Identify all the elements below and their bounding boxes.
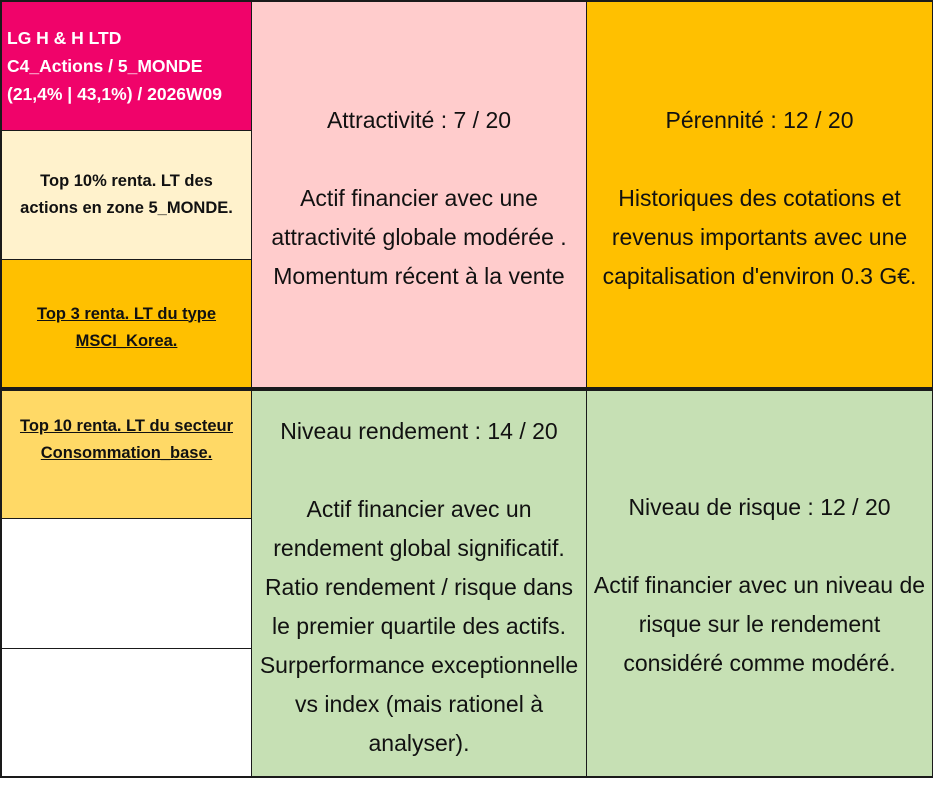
risque-text-line: Actif financier avec un niveau de [593, 572, 926, 598]
attractivite-text-line: Momentum récent à la vente [273, 263, 565, 289]
risque-cell [587, 391, 932, 776]
top3-type-badge[interactable] [2, 260, 251, 387]
rendement-title: Niveau rendement : 14 / 20 [280, 418, 558, 444]
top10-zone-line1: Top 10% renta. LT des [40, 172, 213, 190]
asset-header-cell [2, 2, 251, 130]
rendement-text-line: Surperformance exceptionnelle [259, 652, 579, 678]
rendement-text-line: le premier quartile des actifs. [271, 613, 566, 639]
perennite-text-line: Historiques des cotations et [618, 185, 901, 211]
top10-zone-badge [2, 131, 251, 259]
perennite-cell [587, 2, 932, 387]
rendement-text-line: Ratio rendement / risque dans [264, 574, 574, 600]
rendement-text-line: Actif financier avec un [306, 496, 532, 522]
asset-category: C4_Actions / 5_MONDE [7, 56, 203, 76]
asset-stats: (21,4% | 43,1%) / 2026W09 [7, 84, 223, 104]
rendement-text-line: analyser). [368, 730, 470, 756]
company-name: LG H & H LTD [7, 28, 122, 48]
top10-sector-line2[interactable]: Consommation_base. [40, 443, 213, 462]
top10-sector-badge[interactable] [2, 391, 251, 518]
rendement-text-line: rendement global significatif. [273, 535, 565, 561]
rendement-cell [252, 391, 586, 776]
top10-sector-line1[interactable]: Top 10 renta. LT du secteur [19, 416, 233, 435]
rendement-text-line: vs index (mais rationel à [295, 691, 543, 717]
risque-text-line: considéré comme modéré. [623, 650, 896, 676]
risque-text-line: risque sur le rendement [638, 611, 881, 637]
grid-border-bottom [0, 776, 933, 778]
empty-cell [2, 649, 251, 776]
risque-title: Niveau de risque : 12 / 20 [628, 494, 891, 520]
top10-zone-line2: actions en zone 5_MONDE. [20, 199, 233, 217]
perennite-text-line: capitalisation d'environ 0.3 G€. [602, 263, 917, 289]
attractivite-text-line: attractivité globale modérée . [271, 224, 567, 250]
perennite-title: Pérennité : 12 / 20 [665, 107, 854, 133]
attractivite-title: Attractivité : 7 / 20 [326, 107, 512, 133]
top3-type-line2[interactable]: MSCI_Korea. [75, 331, 178, 350]
top3-type-line1[interactable]: Top 3 renta. LT du type [36, 304, 217, 323]
attractivite-cell [252, 2, 586, 387]
attractivite-text-line: Actif financier avec une [300, 185, 538, 211]
perennite-text-line: revenus importants avec une [611, 224, 908, 250]
empty-cell [2, 519, 251, 648]
